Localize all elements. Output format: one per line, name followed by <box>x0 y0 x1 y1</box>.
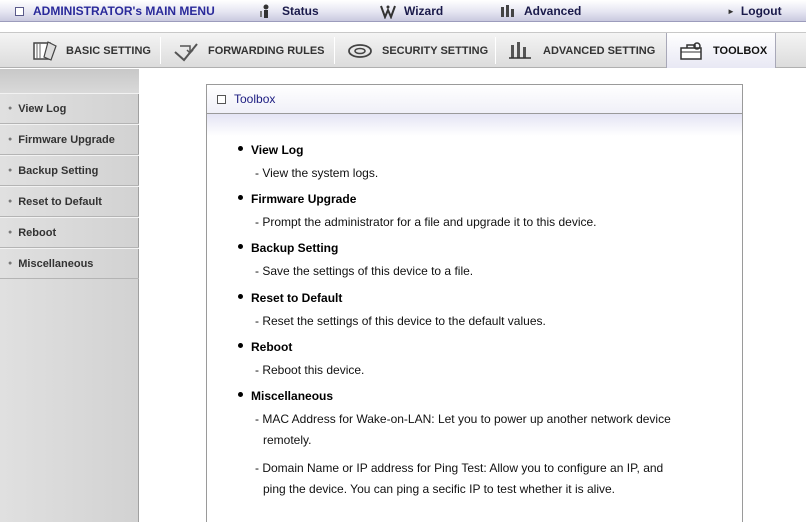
tab-divider <box>160 37 161 64</box>
status-icon <box>258 4 274 19</box>
logout-label: Logout <box>740 4 782 18</box>
tab-forwarding-rules[interactable] <box>172 33 325 68</box>
sidebar-item-label: View Log <box>18 102 67 115</box>
entry-title <box>238 389 333 403</box>
entry-title <box>238 192 356 206</box>
entry-title-text: Reset to Default <box>251 291 343 305</box>
tab-forwarding-rules-label: FORWARDING RULES <box>208 44 325 57</box>
wizard-icon <box>380 4 396 19</box>
status-link[interactable] <box>258 3 319 19</box>
top-menu-bar <box>0 0 806 22</box>
entry-title-text: Backup Setting <box>251 241 339 255</box>
bullet-icon <box>238 146 243 151</box>
entry-description: - Save the settings of this device to a file. <box>255 264 474 278</box>
wizard-link[interactable] <box>380 3 443 19</box>
entry-title-text: Reboot <box>251 340 293 354</box>
tab-divider <box>495 37 496 64</box>
security-setting-icon <box>346 40 374 62</box>
entry-description: - Prompt the administrator for a file and upgrade it to this device. <box>255 215 597 229</box>
sidebar-item-label: Miscellaneous <box>18 257 94 270</box>
entry-title <box>238 291 342 305</box>
entry-title <box>238 241 338 255</box>
basic-setting-icon <box>30 40 58 62</box>
tab-security-setting[interactable] <box>346 33 488 68</box>
advanced-link[interactable] <box>500 3 581 19</box>
bullet-icon <box>238 343 243 348</box>
advanced-setting-icon <box>507 40 535 62</box>
bullet-icon: ● <box>8 136 13 143</box>
sidebar-header-shade <box>0 69 139 93</box>
tab-advanced-setting[interactable] <box>507 33 655 68</box>
tab-basic-setting[interactable] <box>30 33 151 68</box>
entry-description: - MAC Address for Wake-on-LAN: Let you to power up another network device <box>255 412 671 426</box>
logout-link[interactable] <box>727 3 782 19</box>
entry-description: ping the device. You can ping a secific IP to test whether it is alive. <box>263 482 615 496</box>
tab-divider <box>334 37 335 64</box>
entry-description: remotely. <box>263 433 312 447</box>
sidebar-item-firmware-upgrade[interactable] <box>0 124 139 155</box>
panel-header-band <box>207 114 742 136</box>
entry-description: - Reset the settings of this device to the default values. <box>255 314 546 328</box>
advanced-icon <box>500 4 516 19</box>
sidebar-item-miscellaneous[interactable] <box>0 248 139 279</box>
tab-toolbox-label: TOOLBOX <box>713 44 768 57</box>
sidebar-item-backup-setting[interactable] <box>0 155 139 186</box>
sidebar-item-label: Reboot <box>18 226 57 239</box>
logout-arrow-icon: ► <box>727 6 735 16</box>
bullet-icon: ● <box>8 229 13 236</box>
sidebar-item-label: Reset to Default <box>18 195 102 208</box>
entry-description: - Domain Name or IP address for Ping Test: Allow you to configure an IP, and <box>255 461 664 475</box>
panel-title: Toolbox <box>234 92 276 106</box>
entry-title <box>238 340 292 354</box>
main-menu-label: ADMINISTRATOR's MAIN MENU <box>33 4 215 18</box>
wizard-label: Wizard <box>404 4 444 18</box>
sidebar-item-reboot[interactable] <box>0 217 139 248</box>
entry-description: - Reboot this device. <box>255 363 365 377</box>
bullet-icon <box>238 392 243 397</box>
status-label: Status <box>282 4 319 18</box>
sidebar <box>0 69 139 522</box>
tab-toolbox[interactable] <box>666 33 776 68</box>
sidebar-item-label: Backup Setting <box>18 164 99 177</box>
bullet-icon <box>238 195 243 200</box>
bullet-icon: ● <box>8 105 13 112</box>
toolbox-icon <box>677 40 705 62</box>
entry-title-text: Miscellaneous <box>251 389 334 403</box>
bullet-icon <box>238 294 243 299</box>
tab-basic-setting-label: BASIC SETTING <box>66 44 151 57</box>
entry-description: - View the system logs. <box>255 166 379 180</box>
entry-title-text: Firmware Upgrade <box>251 192 357 206</box>
sidebar-item-label: Firmware Upgrade <box>18 133 115 146</box>
sidebar-item-view-log[interactable] <box>0 93 139 124</box>
bullet-icon: ● <box>8 167 13 174</box>
bullet-icon: ● <box>8 260 13 267</box>
advanced-label: Advanced <box>524 4 582 18</box>
entry-title <box>238 143 303 157</box>
tab-advanced-setting-label: ADVANCED SETTING <box>543 44 656 57</box>
panel-header <box>207 85 742 114</box>
tab-security-setting-label: SECURITY SETTING <box>382 44 489 57</box>
panel-square-icon <box>217 95 226 104</box>
main-menu-link[interactable] <box>15 3 215 19</box>
menu-square-icon <box>15 7 24 16</box>
main-tab-bar <box>0 32 806 68</box>
entry-title-text: View Log <box>251 143 304 157</box>
bullet-icon: ● <box>8 198 13 205</box>
forwarding-rules-icon <box>172 40 200 62</box>
bullet-icon <box>238 244 243 249</box>
sidebar-item-reset-to-default[interactable] <box>0 186 139 217</box>
toolbox-panel <box>206 84 743 522</box>
